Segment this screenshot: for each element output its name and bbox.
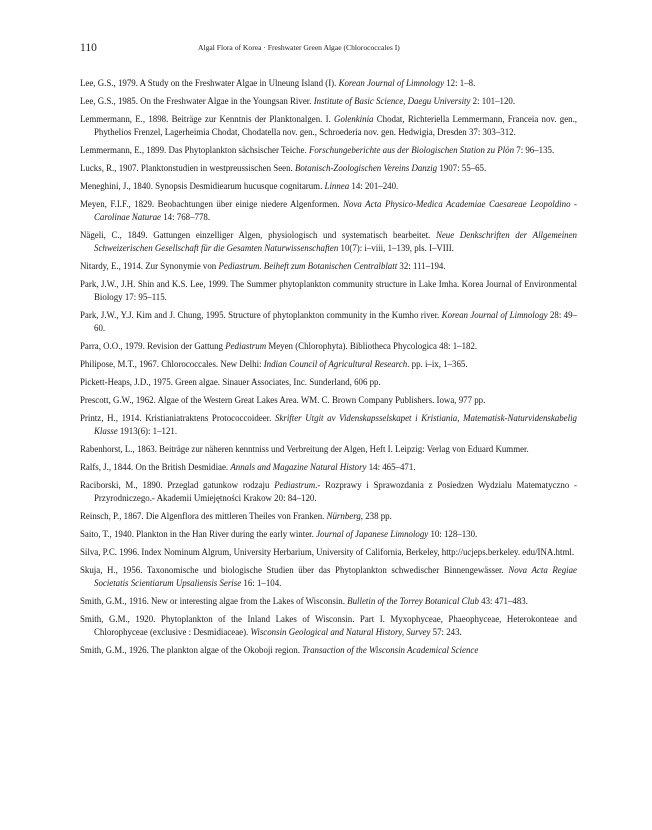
reference-volume-pages: 32: 111–194. [397,261,446,272]
reference-source: Neue Denkschriften der Allgemeinen Schweizerischen Gesellschaft für die Gesamten Naturwissenschaften [94,229,577,254]
reference-volume-pages: 14: 201–240. [349,180,399,191]
reference-entry [80,229,577,256]
reference-source: Annals and Magazine Natural History [230,461,367,472]
reference-volume-pages: Meyen (Chlorophyta). Bibliotheca Phycologica 48: 1–182. [266,341,478,352]
reference-entry [80,309,577,336]
reference-source: Journal of Japanese Limnology [316,528,429,539]
page-number: 110 [80,42,97,54]
reference-volume-pages: 43: 471–483. [478,595,528,606]
reference-text: Meneghini, J., 1840. Synopsis Desmidiearum hucusque cognitarum. [80,180,325,191]
reference-source: Nova Acta Regiae Societatis Scientiarum Upsaliensis Serise [94,564,578,588]
reference-text: Nitardy, E., 1914. Zur Synonymie von [80,261,219,272]
reference-entry [80,77,577,90]
page-header [80,42,572,58]
reference-entry [80,510,577,523]
reference-text: Smith, G.M., 1926. The plankton algae of the Okoboji region. [80,644,303,655]
reference-source: Skrifter Utgit av Videnskapsselskapet i Kristiania, Matematisk-Naturvidenskabelig Klasse [94,412,577,437]
reference-volume-pages: . pp. i–ix, 1–365. [407,359,468,370]
reference-source: Forschungeberichte aus der Biologischen Station zu Plön [308,144,515,155]
reference-text: Lemmermann, E., 1899. Das Phytoplankton sächsischer Teiche. [80,144,309,155]
reference-entry [80,162,577,175]
reference-entry [80,198,577,225]
reference-volume-pages: 14: 465–471. [366,461,416,472]
reference-text: Pickett-Heaps, J.D., 1975. Green algae. Sinauer Associates, Inc. Sunderland, 606 pp. [80,377,381,388]
reference-entry [80,461,577,474]
reference-source: Korean Journal of Limnology [338,78,445,88]
reference-volume-pages: Chodat, Richteriella Lemmermann, Franceia nov. gen., Phythelios Frenzel, Lagerheimia Chodat, Chodatella nov. gen., Schroederia nov. gen. Hedwigia, Dresden 37: 303–312. [94,113,578,138]
reference-entry [80,479,577,506]
reference-volume-pages: 10(7): i–viii, 1–139, pls. I–VIII. [338,243,454,254]
reference-entry [80,113,577,140]
reference-entry [80,358,577,371]
reference-source: Pediastrum [225,341,267,352]
reference-source: Pediastrum. Beiheft zum Botanischen Centralblatt [218,261,398,272]
reference-volume-pages: 16: 1–104. [241,577,282,588]
reference-entry [80,412,577,439]
reference-source: Nova Acta Physico-Medica Academiae Caesareae Leopoldino - Carolinae Naturae [94,198,577,222]
reference-text: Lee, G.S., 1979. A Study on the Freshwater Algae in Ulneung Island (I). [80,78,339,88]
reference-entry [80,376,577,389]
reference-volume-pages: , 238 pp. [360,511,392,521]
reference-text: Rabenhorst, L., 1863. Beiträge zur näheren kenntniss und Verbreitung der Algen, Heft I. Leipzig: Verlag von Eduard Kummer. [80,444,529,455]
reference-entry [80,595,577,608]
reference-volume-pages: 28: 49–60. [94,310,577,334]
reference-text: Park, J.W., J.H. Shin and K.S. Lee, 1999. The Summer phytoplankton community structure in Lake Imha. Korea Journal of Environmental Biology 17: 95–115. [80,278,577,303]
reference-text: Skuja, H., 1956. Taxonomische und biologische Studien über das Phytoplankton schwedischer Binnengewässer. [80,564,509,575]
reference-entry [80,564,577,591]
reference-text: Smith, G.M., 1916. New or interesting algae from the Lakes of Wisconsin. [80,595,348,606]
reference-volume-pages: .- Rozprawy i Sprawozdania z Posiedzen Wydzialu Matematyczno - Przyrodniczego.- Akademii Umiejętności Krakow 20: 84–120. [94,479,577,504]
reference-text: Raciborski, M., 1890. Przeglad gatunkow rodzaju [80,479,275,490]
reference-text: Meyen, F.I.F., 1829. Beobachtungen über einige niedere Algenformen. [80,198,344,209]
reference-entry [80,613,577,640]
reference-text: Printz, H., 1914. Kristianiatraktens Protococcoideer. [80,412,275,423]
reference-source: Indian Council of Agricultural Research [263,359,408,370]
reference-text: Lemmermann, E., 1898. Beiträge zur Kenntnis der Planktonalgen. I. [80,113,335,124]
reference-source: Botanisch-Zoologischen Vereins Danzig [294,162,438,173]
reference-volume-pages: 14: 768–778. [160,211,211,222]
reference-entry [80,260,577,273]
reference-source: Wisconsin Geological and Natural History, Survey [250,627,431,638]
reference-text: Reinsch, P., 1867. Die Algenflora des mittleren Theiles von Franken. [80,511,327,521]
reference-text: Parra, O.O., 1979. Revision der Gattung [80,341,226,352]
reference-volume-pages: 2: 101–120. [470,95,516,106]
reference-entry [80,95,577,108]
reference-volume-pages: 10: 128–130. [428,528,478,539]
reference-entry [80,644,577,657]
reference-source: Institute of Basic Science, Daegu University [313,95,471,106]
reference-volume-pages: 7: 96–135. [514,144,555,155]
reference-text: Nägeli, C., 1849. Gattungen einzelliger Algen, physiologisch und systematisch bearbeitet. [80,229,436,240]
reference-entry [80,394,577,407]
reference-source: Linnea [324,180,350,191]
reference-entry [80,443,577,456]
reference-volume-pages: 12: 1–8. [444,78,476,88]
reference-text: Lee, G.S., 1985. On the Freshwater Algae in the Youngsan River. [80,95,314,106]
reference-text: Ralfs, J., 1844. On the British Desmidiae. [80,461,231,472]
reference-source: Pediastrum [274,479,316,490]
reference-entry [80,528,577,541]
reference-volume-pages: 1913(6): 1–121. [117,426,178,437]
reference-source: Bulletin of the Torrey Botanical Club [347,595,479,606]
reference-text: Silva, P.C. 1996. Index Nominum Algrum, University Herbarium, University of California, Berkeley, http://ucjeps.berkeley. edu/INA.html. [80,546,575,557]
reference-volume-pages: 1907: 55–65. [437,162,487,173]
reference-text: Saito, T., 1940. Plankton in the Han River during the early winter. [80,528,317,539]
reference-text: Smith, G.M., 1920. Phytoplankton of the Inland Lakes of Wisconsin. Part I. Myxophyceae, Phaeophyceae, Heterokonteae and Chlorophyceae (exclusive : Desmidiaceae). [80,613,577,638]
reference-entry [80,340,577,353]
reference-source: Korean Journal of Limnology [441,310,548,321]
reference-text: Lucks, R., 1907. Planktonstudien in westpreussischen Seen. [80,162,295,173]
reference-text: Park, J.W., Y.J. Kim and J. Chung, 1995. Structure of phytoplankton community in the Kumho river. [80,310,442,321]
reference-entry [80,180,577,193]
reference-entry [80,546,577,559]
reference-source: Nürnberg [326,511,361,521]
reference-volume-pages: 57: 243. [430,627,462,638]
reference-entry [80,144,577,157]
running-title: Algal Flora of Korea · Freshwater Green Algae (Chlorococcales I) [198,43,400,52]
reference-text: Prescott, G.W., 1962. Algae of the Western Great Lakes Area. WM. C. Brown Company Publishers. Iowa, 977 pp. [80,394,486,405]
reference-source: Transaction of the Wisconsin Academical Science [302,644,479,655]
reference-source: Golenkinia [334,113,374,124]
reference-entry [80,278,577,305]
reference-list [80,77,577,662]
reference-text: Philipose, M.T., 1967. Chlorococcales. New Delhi: [80,359,264,370]
